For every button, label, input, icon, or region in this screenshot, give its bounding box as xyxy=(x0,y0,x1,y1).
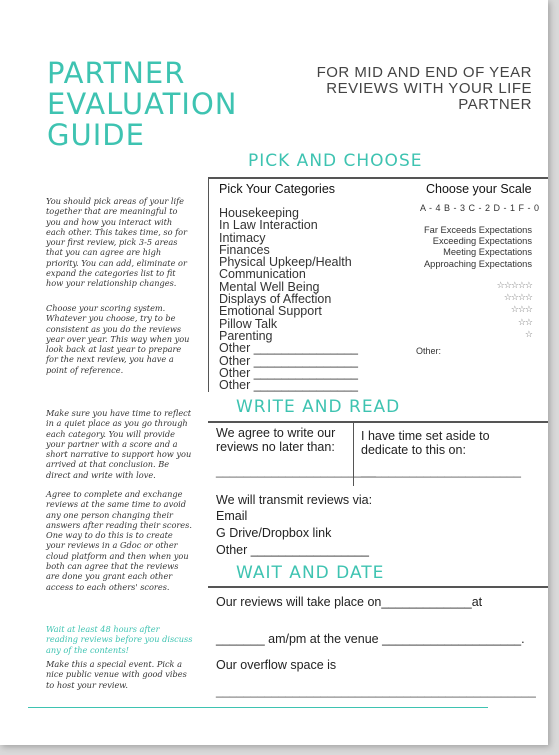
title-line: PARTNER xyxy=(47,56,186,90)
transmit-option-other[interactable]: Other _________________ xyxy=(216,543,369,557)
section-divider xyxy=(208,421,548,423)
dedicated-time-field[interactable]: _______________________ xyxy=(361,464,521,478)
section-divider xyxy=(208,586,548,588)
category-item[interactable]: Communication xyxy=(219,267,306,282)
dedicated-time-line: I have time set aside to xyxy=(361,429,490,443)
dedicated-time-label xyxy=(361,429,490,457)
star-rating-icon[interactable]: ☆ xyxy=(524,329,532,340)
sidebar-paragraph: You should pick areas of your life together that are meaningful to you and how you interact with each other. This takes time, so for your first review, pick 3-5 areas that you can agree are high priority. You can add, eliminate or expand the categories list to fit how your relationship changes. xyxy=(46,196,188,289)
write-deadline-field[interactable]: _______________________ xyxy=(216,464,376,478)
categories-heading: Pick Your Categories xyxy=(219,182,336,196)
star-rating-icon[interactable]: ☆☆☆ xyxy=(510,305,532,316)
sidebar-paragraph: Make sure you have time to reflect in a quiet place as you go through each category. You will provide your partner with a score and a short narrative to support how you arrived at that conclusion. Be direct and write with love. xyxy=(46,408,192,480)
category-item[interactable]: Intimacy xyxy=(219,230,266,245)
venue-field[interactable]: _______ am/pm at the venue ____________________. xyxy=(216,632,525,646)
transmit-option-email[interactable]: Email xyxy=(216,509,248,523)
category-item[interactable]: Mental Well Being xyxy=(219,279,320,294)
category-item[interactable]: Pillow Talk xyxy=(219,316,278,331)
section-heading-pick: PICK AND CHOOSE xyxy=(248,151,423,171)
expectations-scale xyxy=(424,225,532,270)
category-item[interactable]: Parenting xyxy=(219,328,273,343)
star-rating-icon[interactable]: ☆☆☆☆☆ xyxy=(496,281,532,291)
category-other-field[interactable]: Other _______________ xyxy=(219,353,359,368)
subtitle-line: FOR MID AND END OF YEAR xyxy=(316,64,532,81)
sidebar-paragraph: Make this a special event. Pick a nice public venue with good vibes to host your review. xyxy=(46,659,187,690)
overflow-space-field[interactable]: ______________________________________________ xyxy=(216,684,536,698)
column-divider xyxy=(208,177,209,392)
section-heading-wait: WAIT AND DATE xyxy=(236,563,385,583)
write-deadline-label xyxy=(216,426,335,454)
expectation-option[interactable]: Approaching Expectations xyxy=(423,258,532,269)
page-title xyxy=(47,58,237,151)
title-line: EVALUATION xyxy=(47,87,238,121)
expectation-option[interactable]: Far Exceeds Expectations xyxy=(424,225,532,235)
transmit-option-drive[interactable]: G Drive/Dropbox link xyxy=(216,526,332,540)
category-item[interactable]: Physical Upkeep/Health xyxy=(219,255,352,270)
subtitle-line: PARTNER xyxy=(458,96,532,113)
transmit-label: We will transmit reviews via: xyxy=(216,493,373,507)
letter-grade-scale[interactable]: A - 4 B - 3 C - 2 D - 1 F - 0 xyxy=(420,203,540,213)
dedicated-time-line: dedicate to this on: xyxy=(361,443,466,457)
category-item[interactable]: Emotional Support xyxy=(219,304,322,319)
section-heading-write: WRITE AND READ xyxy=(236,397,401,417)
write-deadline-line: We agree to write our xyxy=(216,426,336,440)
category-other-field[interactable]: Other _______________ xyxy=(219,378,359,393)
footer-divider xyxy=(28,707,488,708)
category-item[interactable]: Finances xyxy=(219,242,270,257)
scale-heading: Choose your Scale xyxy=(426,182,532,196)
star-scale xyxy=(497,280,532,341)
category-item[interactable]: Housekeeping xyxy=(219,206,299,220)
category-other-field[interactable]: Other _______________ xyxy=(219,365,359,380)
page-subtitle xyxy=(272,65,532,113)
review-date-field[interactable]: Our reviews will take place on_____________at xyxy=(216,595,483,609)
star-rating-icon[interactable]: ☆☆ xyxy=(517,317,532,328)
title-line: GUIDE xyxy=(47,118,145,152)
category-item[interactable]: Displays of Affection xyxy=(219,292,332,307)
subtitle-line: REVIEWS WITH YOUR LIFE xyxy=(326,80,532,97)
write-deadline-line: reviews no later than: xyxy=(216,440,335,454)
category-list xyxy=(219,207,358,391)
expectation-option[interactable]: Exceeding Expectations xyxy=(432,236,532,247)
overflow-space-label: Our overflow space is xyxy=(216,658,337,672)
sidebar-paragraph: Agree to complete and exchange reviews at the same time to avoid any one person changing their answers after reading their scores. One way to do this is to create your reviews in a Gdoc or other cloud platform and then when you both can agree that the reviews are done you grant each other access to each others' scores. xyxy=(46,489,192,592)
scale-other-label[interactable]: Other: xyxy=(416,346,442,356)
star-rating-icon[interactable]: ☆☆☆☆ xyxy=(503,293,532,304)
expectation-option[interactable]: Meeting Expectations xyxy=(443,247,532,258)
sidebar-paragraph: Choose your scoring system. Whatever you choose, try to be consistent as you do the reviews year over year. This way when you look back at last year to prepare for the next review, you have a point of reference. xyxy=(46,303,190,375)
sidebar-paragraph-highlight: Wait at least 48 hours after reading reviews before you discuss any of the contents! xyxy=(46,624,193,655)
category-other-field[interactable]: Other _______________ xyxy=(219,341,359,356)
section-divider xyxy=(208,177,548,179)
category-item[interactable]: In Law Interaction xyxy=(219,218,318,233)
